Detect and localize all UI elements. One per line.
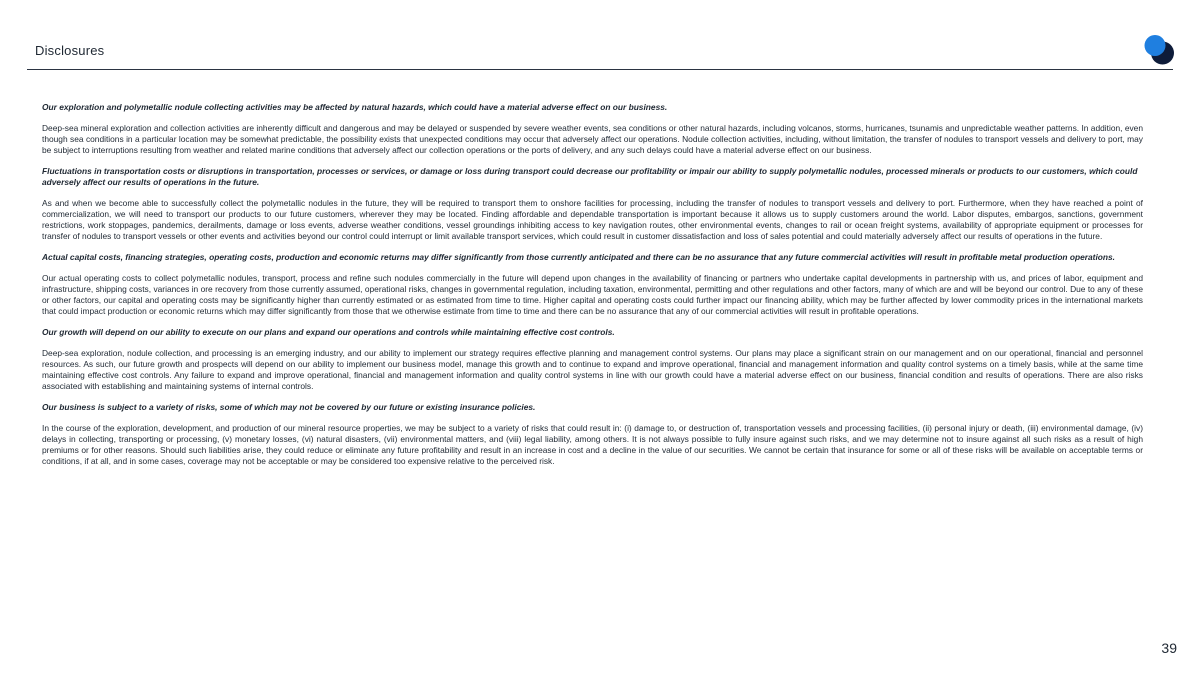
logo-front-circle: [1145, 35, 1166, 56]
disclosures-content: [42, 102, 1143, 477]
section-body: Deep-sea mineral exploration and collection activities are inherently difficult and dangerous and may be delayed or suspended by severe weather events, sea conditions or other natural hazards, including volcanos, storms, hurricanes, tsunamis and unpredictable weather patterns. In addition, even though sea conditions in a particular location may be somewhat predictable, the possibility exists that unexpected conditions may occur that adversely affect our operations. Nodule collection activities, including, without limitation, the transfer of nodules to transport vessels and delivery to port, may be subject to interruptions resulting from weather and related marine conditions that adversely affect our collection operations or the ports of delivery, and any such delays could have a material adverse effect on our business.: [42, 123, 1143, 155]
company-logo-icon: [1143, 34, 1175, 66]
page-title: Disclosures: [35, 43, 105, 58]
section-heading: Our growth will depend on our ability to execute on our plans and expand our operations and controls while maintaining effective cost controls.: [42, 327, 615, 337]
section-body: Our actual operating costs to collect polymetallic nodules, transport, process and refine such nodules commercially in the future will depend upon changes in the availability of financing or partners who undertake capital developments in partnership with us, and prices of labor, equipment and infrastructure, shipping costs, variances in ore recovery from those currently assumed, operational risks, changes in governmental regulation, including taxation, environmental, permitting and other regulations and other factors, many of which are and will be beyond our control. Due to any of these or other factors, our capital and operating costs may be significantly higher than currently estimated or as estimated from time to time. Higher capital and operating costs could further impact our financing ability, which may be further affected by lower commodity prices in the international markets that could impact production or economic returns which may differ significantly from those that we otherwise estimate from time to time and there can be no assurance that any of our commercial activities will result in profitable operations.: [42, 273, 1143, 316]
header-divider: [27, 69, 1173, 70]
section-body: As and when we become able to successfully collect the polymetallic nodules in the future, they will be required to transport them to onshore facilities for processing, including the transfer of nodules to transport vessels and delivery to port. Furthermore, when they have reached a point of commercialization, we will need to transport our products to our future customers, wherever they may be located. Finding affordable and dependable transportation is important because it allows us to supply customers around the world. Labor disputes, embargos, sanctions, government restrictions, work stoppages, pandemics, derailments, damage or loss events, adverse weather conditions, vessel groundings inhibiting access to key navigation routes, other environmental events, changes to rail or ocean freight systems, availability of appropriate equipment or processes for transfer of nodules to transport vessels or other events and activities beyond our control could interrupt or limit available transport services, which could result in customer dissatisfaction and loss of sales potential and could materially adversely affect our results of operations in the future.: [42, 198, 1143, 241]
section-heading: Our exploration and polymetallic nodule collecting activities may be affected by natural hazards, which could have a material adverse effect on our business.: [42, 102, 668, 112]
section-heading: Fluctuations in transportation costs or disruptions in transportation, processes or services, or damage or loss during transport could decrease our profitability or impair our ability to supply polymetallic nodules, processed minerals or products to our customers, which could adversely affect our results of operations in the future.: [42, 166, 1138, 187]
section-body: Deep-sea exploration, nodule collection, and processing is an emerging industry, and our ability to implement our strategy requires effective planning and management control systems. Our plans may place a significant strain on our management and on our operational, financial and personnel resources. As such, our future growth and prospects will depend on our ability to implement our business model, manage this growth and to continue to expand and improve operational, financial and management information and quality control systems on a timely basis, while at the same time maintaining effective cost controls. Any failure to expand and improve operational, financial and management information and quality control systems in line with our growth could have a material adverse effect on our business, financial condition and results of operations. There are also risks associated with establishing and maintaining systems of internal controls.: [42, 348, 1143, 391]
section-heading: Our business is subject to a variety of risks, some of which may not be covered by our future or existing insurance policies.: [42, 402, 536, 412]
section-heading: Actual capital costs, financing strategies, operating costs, production and economic returns may differ significantly from those currently anticipated and there can be no assurance that any future commercial activities will result in profitable metal production operations.: [42, 252, 1116, 262]
section-body: In the course of the exploration, development, and production of our mineral resource properties, we may be subject to a variety of risks that could result in: (i) damage to, or destruction of, transportation vessels and processing facilities, (ii) personal injury or death, (iii) environmental damage, (iv) delays in collecting, transporting or processing, (v) monetary losses, (vi) natural disasters, (vii) environmental matters, and (viii) legal liability, among others. It is not always possible to fully insure against such risks, and we may determine not to insure against all such risks as a result of high premiums or for other reasons. Should such liabilities arise, they could reduce or eliminate any future profitability and result in an increase in cost and a decline in the value of our securities. We cannot be certain that insurance for some or all of these risks will be available on acceptable terms or conditions, if at all, and in some cases, coverage may not be acceptable or may be considered too expensive relative to the perceived risk.: [42, 423, 1143, 466]
page-number: 39: [1161, 640, 1177, 656]
